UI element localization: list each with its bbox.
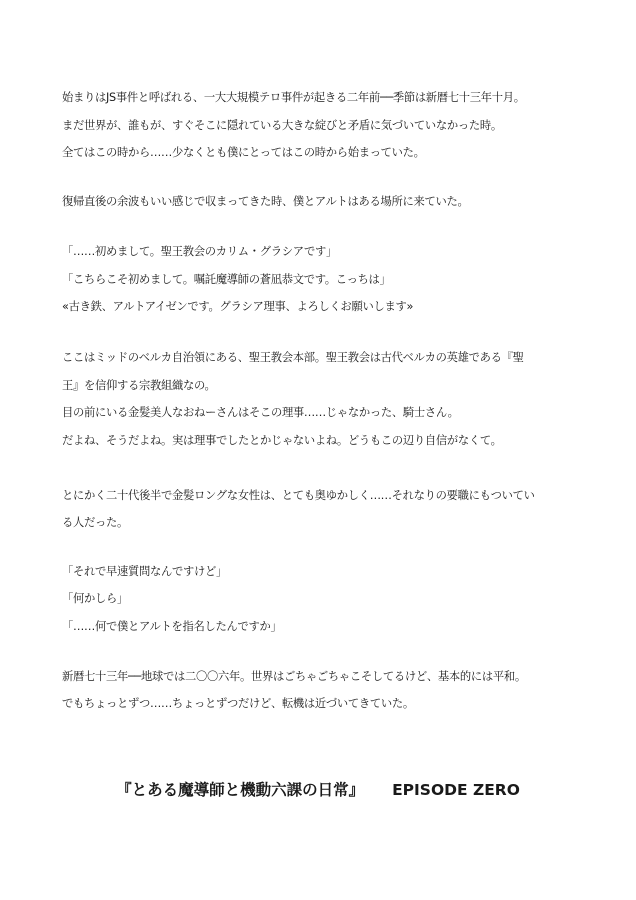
- body-line: でもちょっとずつ……ちょっとずつだけど、転機は近づいてきていた。: [62, 697, 414, 710]
- body-line: ここはミッドのベルカ自治領にある、聖王教会本部。聖王教会は古代ベルカの英雄である『聖: [62, 351, 524, 364]
- body-line: 全てはこの時から……少なくとも僕にとってはこの時から始まっていた。: [62, 146, 425, 159]
- dialogue-line: 「それで早速質問なんですけど」: [62, 565, 227, 578]
- dialogue-line: 「……何で僕とアルトを指名したんですか」: [62, 620, 282, 633]
- dialogue-line: «古き鉄、アルトアイゼンです。グラシア理事、よろしくお願いします»: [62, 300, 414, 313]
- series-title-sub: EPISODE ZERO: [392, 781, 520, 799]
- body-line: まだ世界が、誰もが、すぐそこに隠れている大きな綻びと矛盾に気づいていなかった時。: [62, 119, 502, 132]
- body-line: 新暦七十三年──地球では二〇〇六年。世界はごちゃごちゃこそしてるけど、基本的には平和。: [62, 670, 526, 683]
- series-title-main: 『とある魔導師と機動六課の日常』: [116, 781, 365, 799]
- dialogue-line: 「……初めまして。聖王教会のカリム・グラシアです」: [62, 245, 338, 258]
- dialogue-line: 「何かしら」: [62, 592, 128, 605]
- body-line: 始まりはJS事件と呼ばれる、一大大規模テロ事件が起きる二年前──季節は新暦七十三年十月。: [62, 91, 525, 104]
- body-line: だよね、そうだよね。実は理事でしたとかじゃないよね。どうもこの辺り自信がなくて。: [62, 434, 502, 447]
- body-line: 復帰直後の余波もいい感じで収まってきた時、僕とアルトはある場所に来ていた。: [62, 195, 469, 208]
- dialogue-line: 「こちらこそ初めまして。嘱託魔導師の蒼凪恭文です。こっちは」: [62, 273, 391, 286]
- body-line: 目の前にいる金髪美人なおねーさんはそこの理事……じゃなかった、騎士さん。: [62, 406, 459, 419]
- body-line: 王』を信仰する宗教組織なの。: [62, 379, 216, 392]
- series-title: [0, 778, 636, 800]
- body-line: る人だった。: [62, 516, 128, 529]
- body-line: とにかく二十代後半で金髪ロングな女性は、とても奥ゆかしく……それなりの要職にもついてい: [62, 489, 535, 502]
